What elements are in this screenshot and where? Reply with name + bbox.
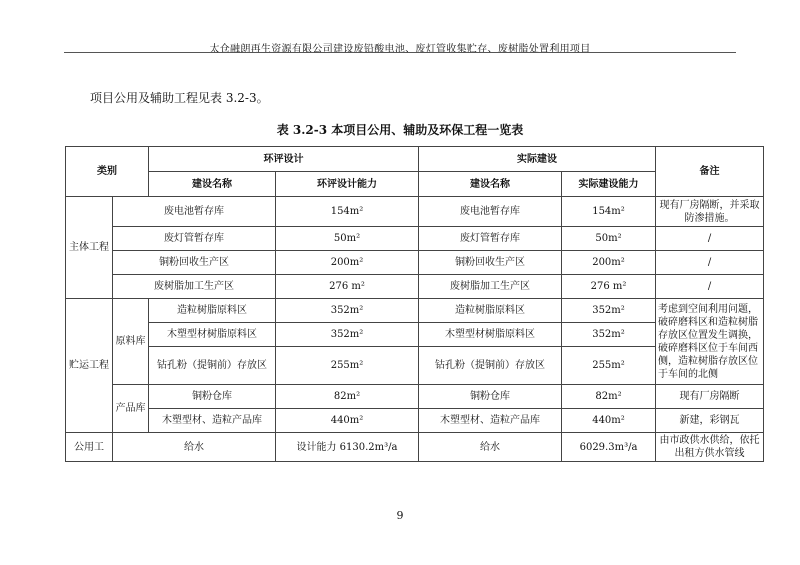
header-remark: 备注 — [656, 147, 764, 197]
cell-act-capacity: 276 m² — [562, 275, 656, 299]
cell-eia-name: 钴孔粉（提铜前）存放区 — [149, 347, 276, 385]
cell-eia-name: 废树脂加工生产区 — [113, 275, 276, 299]
cell-act-capacity: 50m² — [562, 227, 656, 251]
header-act-name: 建设名称 — [419, 172, 562, 197]
cell-remark: 现有厂房隔断，并采取防渗措施。 — [656, 197, 764, 227]
header-act-capacity: 实际建设能力 — [562, 172, 656, 197]
header-rule — [64, 52, 736, 53]
cell-eia-capacity: 352m² — [276, 299, 419, 323]
cell-act-capacity: 200m² — [562, 251, 656, 275]
cell-eia-name: 铜粉回收生产区 — [113, 251, 276, 275]
page-number: 9 — [396, 509, 404, 522]
cell-act-name: 废灯管暂存库 — [419, 227, 562, 251]
cell-act-name: 钴孔粉（提铜前）存放区 — [419, 347, 562, 385]
cell-act-name: 废树脂加工生产区 — [419, 275, 562, 299]
subcategory-raw: 原料库 — [113, 299, 149, 385]
cell-act-name: 废电池暂存库 — [419, 197, 562, 227]
cell-eia-capacity: 154m² — [276, 197, 419, 227]
cell-eia-capacity: 440m² — [276, 409, 419, 433]
cell-eia-name: 给水 — [113, 433, 276, 462]
cell-act-name: 铜粉回收生产区 — [419, 251, 562, 275]
cell-eia-capacity: 82m² — [276, 385, 419, 409]
cell-act-name: 造粒树脂原料区 — [419, 299, 562, 323]
cell-act-capacity: 6029.3m³/a — [562, 433, 656, 462]
header-group-eia: 环评设计 — [149, 147, 419, 172]
cell-eia-name: 木塑型材、造粒产品库 — [149, 409, 276, 433]
cell-remark: 由市政供水供给，依托出租方供水管线 — [656, 433, 764, 462]
cell-remark: / — [656, 275, 764, 299]
cell-eia-capacity: 设计能力 6130.2m³/a — [276, 433, 419, 462]
category-utility: 公用工 — [66, 433, 113, 462]
intro-text: 项目公用及辅助工程见表 3.2-3。 — [90, 91, 269, 105]
cell-act-capacity: 82m² — [562, 385, 656, 409]
table-caption: 表 3.2-3 本项目公用、辅助及环保工程一览表 — [276, 123, 524, 137]
subcategory-product: 产品库 — [113, 385, 149, 433]
header-eia-name: 建设名称 — [149, 172, 276, 197]
cell-remark: 现有厂房隔断 — [656, 385, 764, 409]
cell-act-capacity: 440m² — [562, 409, 656, 433]
cell-act-capacity: 352m² — [562, 323, 656, 347]
category-storage: 贮运工程 — [66, 299, 113, 433]
cell-remark-raw: 考虑到空间利用问题，破碎磨料区和造粒树脂存放区位置发生调换，破碎磨料区位于车间西侧，造粒树脂存放区位于车间的北侧 — [656, 299, 764, 385]
cell-act-capacity: 255m² — [562, 347, 656, 385]
cell-remark: / — [656, 251, 764, 275]
cell-eia-capacity: 276 m² — [276, 275, 419, 299]
header-eia-capacity: 环评设计能力 — [276, 172, 419, 197]
cell-eia-capacity: 255m² — [276, 347, 419, 385]
cell-act-capacity: 154m² — [562, 197, 656, 227]
cell-eia-name: 废灯管暂存库 — [113, 227, 276, 251]
cell-act-name: 铜粉仓库 — [419, 385, 562, 409]
cell-eia-capacity: 50m² — [276, 227, 419, 251]
cell-remark: 新建，彩钢瓦 — [656, 409, 764, 433]
cell-eia-name: 造粒树脂原料区 — [149, 299, 276, 323]
project-table — [65, 146, 764, 462]
cell-act-name: 给水 — [419, 433, 562, 462]
header-category: 类别 — [66, 147, 149, 197]
cell-act-name: 木塑型材树脂原料区 — [419, 323, 562, 347]
cell-eia-name: 废电池暂存库 — [113, 197, 276, 227]
category-main-project: 主体工程 — [66, 197, 113, 299]
cell-eia-capacity: 352m² — [276, 323, 419, 347]
document-header: 太仓融朗再生资源有限公司建设废铅酸电池、废灯管收集贮存、废树脂处置利用项目 — [209, 44, 591, 55]
cell-remark: / — [656, 227, 764, 251]
cell-act-capacity: 352m² — [562, 299, 656, 323]
cell-eia-name: 木塑型材树脂原料区 — [149, 323, 276, 347]
header-group-actual: 实际建设 — [419, 147, 656, 172]
cell-act-name: 木塑型材、造粒产品库 — [419, 409, 562, 433]
cell-eia-name: 铜粉仓库 — [149, 385, 276, 409]
cell-eia-capacity: 200m² — [276, 251, 419, 275]
